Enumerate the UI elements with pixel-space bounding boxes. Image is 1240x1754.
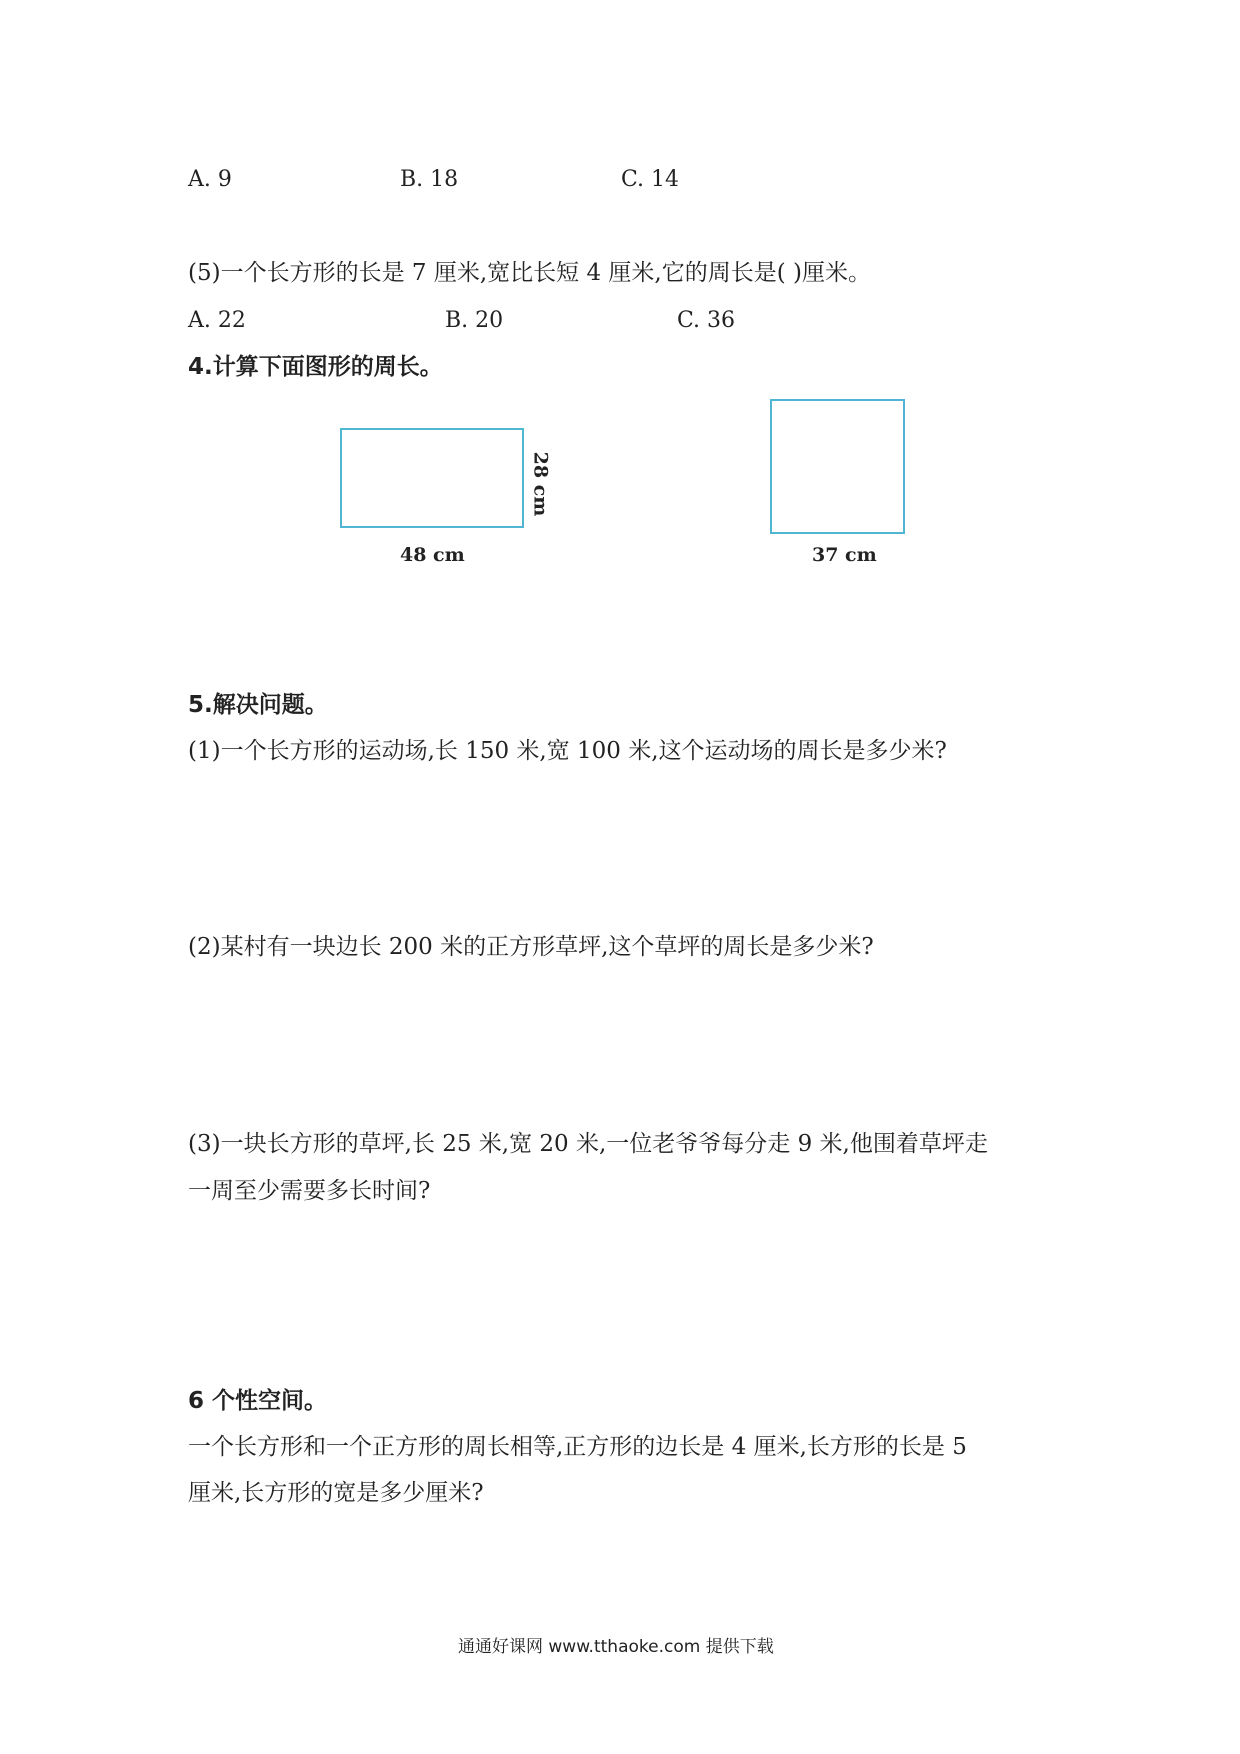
page-footer: 通通好课网 www.tthaoke.com 提供下载 bbox=[458, 1637, 774, 1657]
square-figure bbox=[770, 399, 905, 534]
problem-3-line-2: 一周至少需要多长时间? bbox=[188, 1178, 431, 1204]
problem-3-line-1: (3)一块长方形的草坪,长 25 米,宽 20 米,一位老爷爷每分走 9 米,他围着草坪走 bbox=[188, 1131, 988, 1157]
q5-text: (5)一个长方形的长是 7 厘米,宽比长短 4 厘米,它的周长是( )厘米。 bbox=[188, 260, 871, 286]
square-side-label: 37 cm bbox=[812, 544, 877, 566]
rectangle-width-label: 48 cm bbox=[400, 544, 465, 566]
section-5-title: 5.解决问题。 bbox=[188, 692, 328, 718]
q4-option-b: B. 18 bbox=[400, 167, 459, 192]
q4-option-c: C. 14 bbox=[621, 167, 680, 192]
q5-option-b: B. 20 bbox=[445, 308, 504, 333]
section-6-line-1: 一个长方形和一个正方形的周长相等,正方形的边长是 4 厘米,长方形的长是 5 bbox=[188, 1434, 967, 1460]
problem-1: (1)一个长方形的运动场,长 150 米,宽 100 米,这个运动场的周长是多少米? bbox=[188, 738, 947, 764]
q5-option-a: A. 22 bbox=[188, 308, 246, 333]
section-6-title: 6 个性空间。 bbox=[188, 1388, 328, 1414]
rectangle-height-label: 28 cm bbox=[529, 451, 552, 517]
q5-option-c: C. 36 bbox=[677, 308, 736, 333]
rectangle-figure bbox=[340, 428, 524, 528]
section-4-title: 4.计算下面图形的周长。 bbox=[188, 354, 443, 380]
q4-option-a: A. 9 bbox=[188, 167, 232, 192]
section-6-line-2: 厘米,长方形的宽是多少厘米? bbox=[188, 1480, 484, 1506]
problem-2: (2)某村有一块边长 200 米的正方形草坪,这个草坪的周长是多少米? bbox=[188, 934, 874, 960]
